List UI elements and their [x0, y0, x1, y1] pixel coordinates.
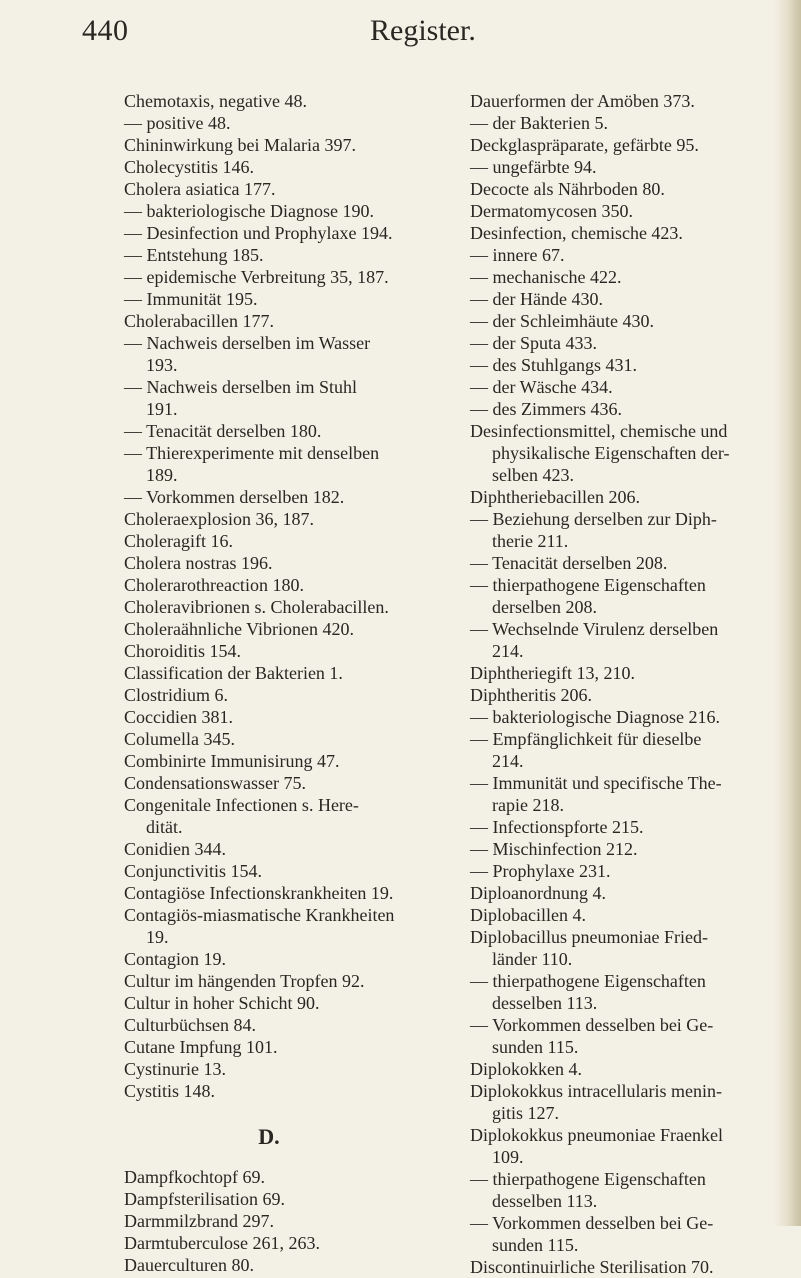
- index-entry: [124, 574, 484, 596]
- index-column-left: [124, 90, 484, 1276]
- index-entry: [124, 1254, 484, 1276]
- index-entry-continuation: 191.: [146, 399, 178, 419]
- index-entry: [124, 486, 484, 508]
- index-entry-continuation: dität.: [146, 817, 183, 837]
- index-entry: [124, 662, 484, 684]
- index-entry: [124, 112, 484, 134]
- index-entry-line: Contagiöse Infectionskrankheiten 19.: [124, 883, 394, 903]
- index-entry-line: Diphtheriebacillen 206.: [470, 487, 640, 507]
- index-entry-continuation: gitis 127.: [492, 1103, 560, 1123]
- index-entry: [124, 442, 484, 486]
- index-entry-continuation: 109.: [492, 1147, 524, 1167]
- index-entry-line: — positive 48.: [124, 113, 231, 133]
- index-entry: [124, 156, 484, 178]
- index-entry-line: Columella 345.: [124, 729, 235, 749]
- index-entry-line: — der Bakterien 5.: [470, 113, 608, 133]
- section-letter-heading: D.: [258, 1124, 280, 1149]
- index-entry: [124, 970, 484, 992]
- index-entry: [124, 222, 484, 244]
- index-entry-line: — Infectionspforte 215.: [470, 817, 644, 837]
- index-entry-continuation: 189.: [146, 465, 178, 485]
- index-entry-line: Contagiös-miasmatische Krankheiten: [124, 905, 395, 925]
- index-entry: [470, 244, 770, 266]
- index-entry: [124, 1232, 484, 1254]
- index-entry: [124, 882, 484, 904]
- index-entry: [124, 706, 484, 728]
- index-entry-line: Dermatomycosen 350.: [470, 201, 633, 221]
- index-entry-line: — Vorkommen derselben 182.: [124, 487, 345, 507]
- index-entry-line: Choleraähnliche Vibrionen 420.: [124, 619, 355, 639]
- index-entry-line: Congenitale Infectionen s. Here-: [124, 795, 359, 815]
- index-entry-line: Clostridium 6.: [124, 685, 229, 705]
- index-entry-line: Contagion 19.: [124, 949, 226, 969]
- index-entry: [124, 684, 484, 706]
- index-entry: [124, 288, 484, 310]
- index-entry-continuation: rapie 218.: [492, 795, 564, 815]
- index-entry-line: Condensationswasser 75.: [124, 773, 306, 793]
- index-entry-line: Diploanordnung 4.: [470, 883, 606, 903]
- index-entry-line: — innere 67.: [470, 245, 565, 265]
- index-entry: [124, 266, 484, 288]
- index-entry-line: Chemotaxis, negative 48.: [124, 91, 307, 111]
- index-entry: [124, 1080, 484, 1102]
- index-entry-line: Conjunctivitis 154.: [124, 861, 263, 881]
- index-entry: [470, 1124, 770, 1168]
- index-entry-continuation: 214.: [492, 751, 524, 771]
- index-entry: [124, 992, 484, 1014]
- index-entries-c: [124, 90, 484, 1102]
- index-entry: [470, 772, 770, 816]
- index-entry-continuation: 214.: [492, 641, 524, 661]
- index-entry: [470, 200, 770, 222]
- index-entry: [470, 1014, 770, 1058]
- index-entries-d: [124, 1166, 484, 1276]
- index-entry-line: Diplobacillen 4.: [470, 905, 586, 925]
- index-entry: [124, 772, 484, 794]
- index-entry: [470, 508, 770, 552]
- index-entry-line: Cystitis 148.: [124, 1081, 216, 1101]
- index-entry: [124, 904, 484, 948]
- index-entry-line: Cultur im hängenden Tropfen 92.: [124, 971, 365, 991]
- index-entry-line: — Immunität und specifische The-: [470, 773, 722, 793]
- index-entry-line: Conidien 344.: [124, 839, 226, 859]
- index-entry: [124, 794, 484, 838]
- index-entry-line: Coccidien 381.: [124, 707, 233, 727]
- index-entry-continuation: physikalische Eigenschaften der-: [492, 443, 730, 463]
- index-entry-line: Chininwirkung bei Malaria 397.: [124, 135, 356, 155]
- index-entry-line: — epidemische Verbreitung 35, 187.: [124, 267, 389, 287]
- index-entry: [470, 860, 770, 882]
- index-entry-continuation: desselben 113.: [492, 993, 598, 1013]
- index-entry: [470, 112, 770, 134]
- index-entry: [124, 1058, 484, 1080]
- index-entry: [124, 1014, 484, 1036]
- index-entry-continuation: therie 211.: [492, 531, 569, 551]
- index-entry-line: Diphtheriegift 13, 210.: [470, 663, 635, 683]
- index-entry: [470, 222, 770, 244]
- index-entry-line: — Wechselnde Virulenz derselben: [470, 619, 719, 639]
- index-entry: [470, 618, 770, 662]
- index-entry: [470, 376, 770, 398]
- index-entry-line: Decocte als Nährboden 80.: [470, 179, 665, 199]
- index-entry: [124, 200, 484, 222]
- index-entry-line: Dampfkochtopf 69.: [124, 1167, 265, 1187]
- index-entry: [124, 90, 484, 112]
- index-entry-line: Diplokokkus pneumoniae Fraenkel: [470, 1125, 723, 1145]
- index-entry-line: Diplobacillus pneumoniae Fried-: [470, 927, 708, 947]
- index-entry-line: — ungefärbte 94.: [470, 157, 597, 177]
- index-entry: [124, 1188, 484, 1210]
- index-entry-line: — thierpathogene Eigenschaften: [470, 971, 706, 991]
- index-entry-line: — Beziehung derselben zur Diph-: [470, 509, 717, 529]
- index-entry: [124, 244, 484, 266]
- index-entry: [470, 486, 770, 508]
- index-entry-line: Deckglaspräparate, gefärbte 95.: [470, 135, 699, 155]
- index-entry: [124, 332, 484, 376]
- index-entry-line: Combinirte Immunisirung 47.: [124, 751, 340, 771]
- index-entry-line: Diplokokkus intracellularis menin-: [470, 1081, 722, 1101]
- index-entry-line: — der Sputa 433.: [470, 333, 597, 353]
- index-entry: [124, 860, 484, 882]
- index-entry: [124, 376, 484, 420]
- index-entry-line: Cholerabacillen 177.: [124, 311, 274, 331]
- index-entry-line: Cholera asiatica 177.: [124, 179, 276, 199]
- index-entry-line: — der Schleimhäute 430.: [470, 311, 654, 331]
- index-entry-line: Darmtuberculose 261, 263.: [124, 1233, 320, 1253]
- index-entry-line: Dampfsterilisation 69.: [124, 1189, 285, 1209]
- index-entry-line: Dauerculturen 80.: [124, 1255, 254, 1275]
- index-entry: [470, 574, 770, 618]
- index-entry: [470, 1168, 770, 1212]
- index-entry: [470, 904, 770, 926]
- index-entry-line: — Nachweis derselben im Stuhl: [124, 377, 357, 397]
- index-entry-line: — Thierexperimente mit denselben: [124, 443, 380, 463]
- index-entry: [470, 1058, 770, 1080]
- index-entry: [470, 288, 770, 310]
- index-entry-line: Desinfectionsmittel, chemische und: [470, 421, 728, 441]
- index-entry: [124, 618, 484, 640]
- index-entry: [124, 530, 484, 552]
- index-entry-line: Choleraexplosion 36, 187.: [124, 509, 314, 529]
- index-entry: [470, 420, 770, 486]
- index-entries-right: [470, 90, 770, 1278]
- index-entry: [124, 552, 484, 574]
- index-entry-continuation: sunden 115.: [492, 1037, 579, 1057]
- index-entry-line: — bakteriologische Diagnose 190.: [124, 201, 374, 221]
- index-entry-continuation: länder 110.: [492, 949, 573, 969]
- index-entry-line: — Tenacität derselben 180.: [124, 421, 322, 441]
- index-entry-line: Darmmilzbrand 297.: [124, 1211, 274, 1231]
- index-entry-line: — Immunität 195.: [124, 289, 258, 309]
- index-entry-line: — Desinfection und Prophylaxe 194.: [124, 223, 393, 243]
- index-entry-line: — Mischinfection 212.: [470, 839, 638, 859]
- index-entry: [124, 178, 484, 200]
- index-entry: [470, 882, 770, 904]
- index-entry: [470, 156, 770, 178]
- index-entry-continuation: sunden 115.: [492, 1235, 579, 1255]
- index-entry-line: — Entstehung 185.: [124, 245, 264, 265]
- index-entry-line: Dauerformen der Amöben 373.: [470, 91, 695, 111]
- index-entry: [470, 134, 770, 156]
- index-entry-line: — thierpathogene Eigenschaften: [470, 1169, 706, 1189]
- index-entry-line: Diphtheritis 206.: [470, 685, 592, 705]
- index-entry-line: Choroiditis 154.: [124, 641, 242, 661]
- index-entry-line: Desinfection, chemische 423.: [470, 223, 683, 243]
- index-entry-line: — des Stuhlgangs 431.: [470, 355, 638, 375]
- page-edge-shadow: [773, 0, 801, 1226]
- index-entry-line: Discontinuirliche Sterilisation 70.: [470, 1257, 714, 1277]
- index-entry: [124, 750, 484, 772]
- index-entry-line: Cholerarothreaction 180.: [124, 575, 304, 595]
- index-entry-line: Cultur in hoher Schicht 90.: [124, 993, 320, 1013]
- index-entry: [124, 1166, 484, 1188]
- index-entry: [124, 948, 484, 970]
- index-entry: [124, 420, 484, 442]
- index-entry: [470, 706, 770, 728]
- index-entry: [124, 640, 484, 662]
- index-entry: [470, 310, 770, 332]
- index-entry-line: Classification der Bakterien 1.: [124, 663, 343, 683]
- index-entry-line: — des Zimmers 436.: [470, 399, 622, 419]
- index-entry: [124, 596, 484, 618]
- index-entry-continuation: selben 423.: [492, 465, 574, 485]
- index-entry-line: — Tenacität derselben 208.: [470, 553, 668, 573]
- index-entry-line: — Nachweis derselben im Wasser: [124, 333, 371, 353]
- index-entry: [124, 508, 484, 530]
- index-entry-continuation: 19.: [146, 927, 169, 947]
- index-entry: [470, 266, 770, 288]
- index-entry-line: — thierpathogene Eigenschaften: [470, 575, 706, 595]
- index-entry: [470, 332, 770, 354]
- index-entry: [470, 398, 770, 420]
- index-entry: [470, 816, 770, 838]
- index-entry: [470, 552, 770, 574]
- index-entry: [470, 178, 770, 200]
- index-entry-line: Choleravibrionen s. Cholerabacillen.: [124, 597, 389, 617]
- page-number: 440: [82, 14, 129, 47]
- index-entry-line: — der Wäsche 434.: [470, 377, 613, 397]
- index-entry: [470, 926, 770, 970]
- index-entry-line: Culturbüchsen 84.: [124, 1015, 256, 1035]
- index-entry: [124, 1036, 484, 1058]
- index-entry-line: — Vorkommen desselben bei Ge-: [470, 1015, 714, 1035]
- index-entry-continuation: derselben 208.: [492, 597, 597, 617]
- index-entry-line: Diplokokken 4.: [470, 1059, 582, 1079]
- index-entry-line: — bakteriologische Diagnose 216.: [470, 707, 720, 727]
- index-entry: [470, 1212, 770, 1256]
- index-entry: [124, 728, 484, 750]
- index-entry-line: — Empfänglichkeit für dieselbe: [470, 729, 702, 749]
- index-entry-line: Choleragift 16.: [124, 531, 233, 551]
- index-entry: [470, 728, 770, 772]
- index-entry-line: — Prophylaxe 231.: [470, 861, 611, 881]
- index-entry-line: Cholecystitis 146.: [124, 157, 254, 177]
- index-entry-line: Cutane Impfung 101.: [124, 1037, 278, 1057]
- index-entry-continuation: 193.: [146, 355, 178, 375]
- index-column-right: [470, 90, 770, 1278]
- index-entry: [470, 970, 770, 1014]
- index-entry: [470, 1080, 770, 1124]
- index-entry: [470, 1256, 770, 1278]
- index-entry: [124, 838, 484, 860]
- index-entry-line: — der Hände 430.: [470, 289, 603, 309]
- index-entry: [470, 90, 770, 112]
- index-entry: [124, 134, 484, 156]
- index-entry-line: Cholera nostras 196.: [124, 553, 273, 573]
- index-entry: [470, 838, 770, 860]
- index-entry: [470, 684, 770, 706]
- running-head: Register.: [370, 14, 476, 47]
- index-entry: [470, 662, 770, 684]
- index-entry: [470, 354, 770, 376]
- index-entry-line: Cystinurie 13.: [124, 1059, 226, 1079]
- index-entry-line: — Vorkommen desselben bei Ge-: [470, 1213, 714, 1233]
- index-entry-line: — mechanische 422.: [470, 267, 622, 287]
- index-entry-continuation: desselben 113.: [492, 1191, 598, 1211]
- index-entry: [124, 1210, 484, 1232]
- index-entry: [124, 310, 484, 332]
